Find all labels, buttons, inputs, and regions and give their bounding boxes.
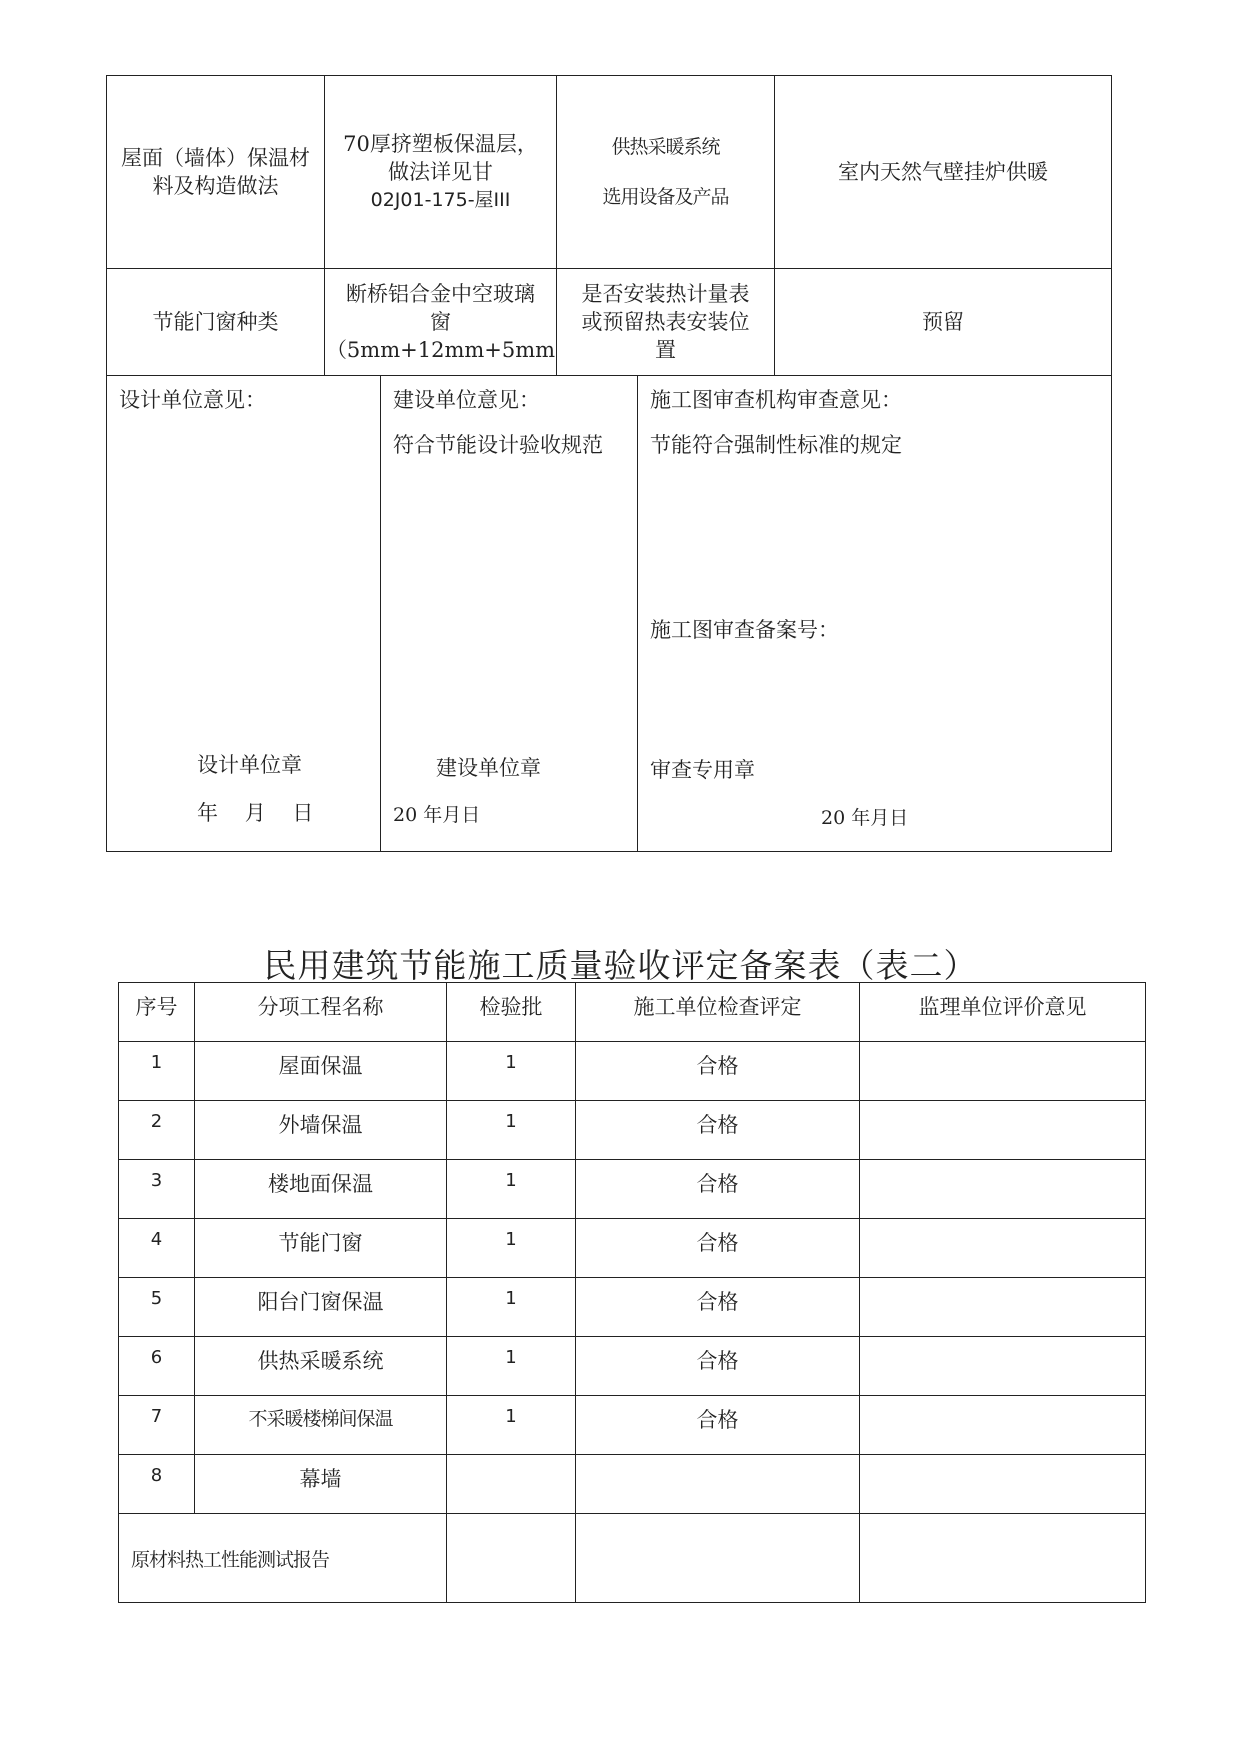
row-result: 合格 <box>576 1396 860 1455</box>
table-row <box>119 1396 1146 1455</box>
table-row <box>119 1219 1146 1278</box>
insulation-label-line1: 屋面（墙体）保温材 <box>121 146 310 170</box>
acceptance-record-table <box>118 982 1146 1603</box>
heat-meter-label-line3: 置 <box>655 338 676 362</box>
row-item-name: 幕墙 <box>195 1455 447 1514</box>
row-item-name: 节能门窗 <box>195 1219 447 1278</box>
header-item-name: 分项工程名称 <box>195 983 447 1042</box>
row-batch: 1 <box>447 1042 576 1101</box>
design-unit-opinion-cell <box>106 375 381 852</box>
window-type-value-line2: 窗（5mm+12mm+5mm <box>325 310 556 362</box>
heating-system-label-line1: 供热采暖系统 <box>611 136 720 158</box>
heat-meter-label-line2: 或预留热表安装位 <box>581 310 750 334</box>
review-agency-opinion-cell <box>637 375 1112 852</box>
table-row <box>119 1042 1146 1101</box>
row-batch <box>447 1455 576 1514</box>
row-no: 7 <box>119 1396 195 1455</box>
heating-system-label-cell <box>556 75 775 269</box>
row-result: 合格 <box>576 1278 860 1337</box>
row-no: 2 <box>119 1101 195 1160</box>
insulation-value-line2: 做法详见甘 <box>388 160 493 184</box>
row-item-name: 屋面保温 <box>195 1042 447 1101</box>
heat-meter-value: 预留 <box>922 310 964 334</box>
table-header-row <box>119 983 1146 1042</box>
heating-system-value-cell <box>774 75 1112 269</box>
review-agency-opinion-title: 施工图审查机构审查意见： <box>650 388 902 412</box>
energy-design-table <box>106 75 1112 852</box>
table-row <box>119 1101 1146 1160</box>
design-unit-seal: 设计单位章 <box>197 753 302 777</box>
review-record-number-label: 施工图审查备案号： <box>650 618 839 642</box>
row-supervisor-opinion <box>860 1278 1146 1337</box>
row-result <box>576 1455 860 1514</box>
row-no: 4 <box>119 1219 195 1278</box>
row-no: 3 <box>119 1160 195 1219</box>
header-inspection-batch: 检验批 <box>447 983 576 1042</box>
footer-supervisor-opinion <box>860 1514 1146 1603</box>
row-batch: 1 <box>447 1101 576 1160</box>
row-no: 6 <box>119 1337 195 1396</box>
client-unit-opinion-title: 建设单位意见： <box>393 388 540 412</box>
row-supervisor-opinion <box>860 1042 1146 1101</box>
header-supervisor-opinion: 监理单位评价意见 <box>860 983 1146 1042</box>
heat-meter-label-line1: 是否安装热计量表 <box>581 282 750 306</box>
window-type-value-cell <box>324 268 557 376</box>
client-unit-date: 20 年月日 <box>393 804 481 826</box>
row-supervisor-opinion <box>860 1101 1146 1160</box>
row-item-name: 外墙保温 <box>195 1101 447 1160</box>
table-row <box>119 1278 1146 1337</box>
row-batch: 1 <box>447 1219 576 1278</box>
heat-meter-value-cell <box>774 268 1112 376</box>
client-unit-seal: 建设单位章 <box>436 756 541 780</box>
row-supervisor-opinion <box>860 1396 1146 1455</box>
insulation-label-line2: 料及构造做法 <box>152 174 279 198</box>
row-result: 合格 <box>576 1160 860 1219</box>
heat-meter-label-cell <box>556 268 775 376</box>
insulation-value-line3: 02J01-175-屋III <box>370 189 511 211</box>
window-type-value-line1: 断桥铝合金中空玻璃 <box>346 282 535 306</box>
insulation-value-line1: 70厚挤塑板保温层， <box>343 132 538 156</box>
row-batch: 1 <box>447 1278 576 1337</box>
review-seal: 审查专用章 <box>650 758 755 782</box>
row-result: 合格 <box>576 1101 860 1160</box>
row-supervisor-opinion <box>860 1455 1146 1514</box>
heating-system-value: 室内天然气壁挂炉供暖 <box>838 160 1048 184</box>
review-date: 20 年月日 <box>821 807 909 829</box>
heating-system-label-line2: 选用设备及产品 <box>602 186 729 208</box>
table2-title: 民用建筑节能施工质量验收评定备案表（表二） <box>263 946 978 985</box>
window-type-label: 节能门窗种类 <box>152 310 279 334</box>
table-footer-row <box>119 1514 1146 1603</box>
header-no: 序号 <box>119 983 195 1042</box>
window-type-label-cell <box>106 268 325 376</box>
header-contractor-evaluation: 施工单位检查评定 <box>576 983 860 1042</box>
row-result: 合格 <box>576 1219 860 1278</box>
row-item-name: 不采暖楼梯间保温 <box>195 1396 447 1455</box>
insulation-value-cell <box>324 75 557 269</box>
row-supervisor-opinion <box>860 1160 1146 1219</box>
footer-label-cell <box>119 1514 447 1603</box>
client-unit-opinion-cell <box>380 375 638 852</box>
client-unit-opinion-text: 符合节能设计验收规范 <box>393 433 603 457</box>
row-batch: 1 <box>447 1337 576 1396</box>
row-result: 合格 <box>576 1337 860 1396</box>
table-row <box>119 1160 1146 1219</box>
footer-label: 原材料热工性能测试报告 <box>131 1548 330 1571</box>
table-row <box>119 1337 1146 1396</box>
row-supervisor-opinion <box>860 1337 1146 1396</box>
footer-result <box>576 1514 860 1603</box>
row-result: 合格 <box>576 1042 860 1101</box>
row-batch: 1 <box>447 1396 576 1455</box>
design-unit-opinion-title: 设计单位意见： <box>119 388 266 412</box>
row-batch: 1 <box>447 1160 576 1219</box>
row-no: 5 <box>119 1278 195 1337</box>
row-supervisor-opinion <box>860 1219 1146 1278</box>
table-row <box>119 1455 1146 1514</box>
insulation-label-cell <box>106 75 325 269</box>
design-unit-date: 年 月 日 <box>197 801 314 825</box>
row-no: 1 <box>119 1042 195 1101</box>
review-agency-opinion-text: 节能符合强制性标准的规定 <box>650 433 902 457</box>
row-item-name: 楼地面保温 <box>195 1160 447 1219</box>
row-item-name: 阳台门窗保温 <box>195 1278 447 1337</box>
row-no: 8 <box>119 1455 195 1514</box>
footer-batch <box>447 1514 576 1603</box>
row-item-name: 供热采暖系统 <box>195 1337 447 1396</box>
